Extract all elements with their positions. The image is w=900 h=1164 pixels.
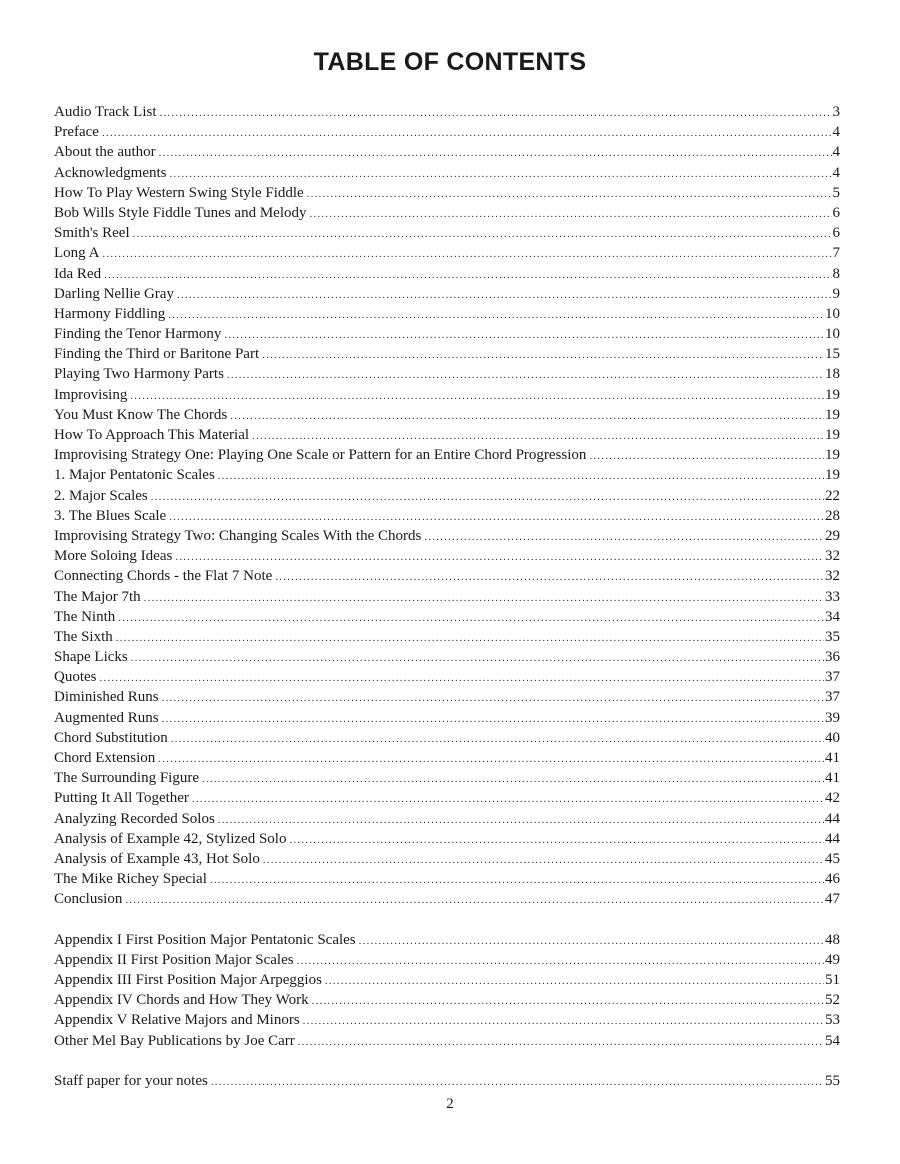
dot-leader (104, 265, 831, 285)
toc-entry-title: About the author (54, 144, 156, 161)
dot-leader (210, 870, 824, 890)
toc-entry-title: 1. Major Pentatonic Scales (54, 467, 215, 484)
dot-leader (218, 466, 824, 486)
toc-entry[interactable] (54, 465, 840, 485)
toc-entry-title: 3. The Blues Scale (54, 507, 167, 524)
toc-entry-title: Chord Extension (54, 750, 156, 766)
toc-entry-page: 19 (825, 467, 840, 484)
toc-entry[interactable] (54, 849, 840, 869)
toc-entry[interactable] (54, 1031, 840, 1051)
toc-entry-page: 40 (825, 729, 840, 746)
toc-entry[interactable] (54, 566, 840, 586)
toc-section (54, 1071, 840, 1091)
toc-entry[interactable] (54, 486, 840, 506)
dot-leader (100, 668, 825, 688)
toc-entry[interactable] (54, 264, 840, 284)
toc-entry-title: Shape Licks (54, 649, 128, 666)
dot-leader (131, 648, 824, 668)
toc-entry-page: 44 (825, 810, 840, 827)
toc-entry[interactable] (54, 990, 840, 1010)
toc-entry-title: Audio Track List (54, 104, 157, 120)
toc-entry-page: 37 (825, 689, 840, 706)
toc-entry[interactable] (54, 506, 840, 526)
toc-entry-page: 45 (825, 850, 840, 867)
toc-entry[interactable] (54, 385, 840, 405)
dot-leader (116, 628, 824, 648)
dot-leader (289, 830, 824, 850)
toc-entry-page: 55 (825, 1073, 840, 1089)
toc-entry-page: 19 (825, 427, 840, 443)
dot-leader (307, 184, 832, 204)
dot-leader (218, 810, 824, 830)
toc-entry-title: Staff paper for your notes (54, 1073, 208, 1089)
dot-leader (192, 789, 824, 809)
toc-entry-title: Diminished Runs (54, 689, 159, 706)
dot-leader (309, 204, 831, 224)
toc-entry-title: Improvising Strategy One: Playing One Scale or Pattern for an Entire Chord Progression (54, 447, 587, 464)
toc-entry[interactable] (54, 1071, 840, 1091)
toc-entry-page: 3 (832, 104, 840, 120)
dot-leader (252, 426, 824, 446)
toc-entry-title: Long A (54, 245, 100, 262)
toc-entry[interactable] (54, 809, 840, 829)
toc-entry-title: Preface (54, 124, 99, 141)
toc-entry-page: 4 (832, 124, 840, 141)
toc-entry-title: Augmented Runs (54, 709, 159, 726)
toc-entry[interactable] (54, 667, 840, 687)
dot-leader (162, 709, 824, 729)
toc-entry[interactable] (54, 304, 840, 324)
toc-entry[interactable] (54, 687, 840, 707)
toc-entry-title: The Ninth (54, 608, 116, 625)
toc-entry-page: 54 (825, 1032, 840, 1049)
toc-entry-title: The Surrounding Figure (54, 770, 199, 787)
toc-entry-title: Conclusion (54, 891, 123, 908)
dot-leader (160, 103, 832, 123)
dot-leader (211, 1072, 824, 1092)
toc-section (54, 102, 840, 910)
toc-entry-page: 53 (825, 1012, 840, 1029)
toc-entry-title: Analyzing Recorded Solos (54, 810, 215, 827)
toc-entry-title: Appendix I First Position Major Pentatonic Scales (54, 931, 356, 948)
table-of-contents (54, 102, 840, 1091)
dot-leader (151, 487, 824, 507)
dot-leader (312, 991, 824, 1011)
toc-entry[interactable] (54, 627, 840, 647)
dot-leader (144, 588, 824, 608)
toc-entry[interactable] (54, 102, 840, 122)
dot-leader (424, 527, 824, 547)
dot-leader (102, 123, 832, 143)
toc-entry-title: Finding the Tenor Harmony (54, 326, 222, 343)
toc-entry-title: Quotes (54, 669, 97, 686)
toc-entry[interactable] (54, 647, 840, 667)
toc-entry-page: 6 (832, 225, 840, 242)
toc-entry[interactable] (54, 122, 840, 142)
toc-entry-page: 32 (825, 548, 840, 565)
dot-leader (227, 365, 824, 385)
toc-entry-page: 4 (832, 144, 840, 161)
toc-entry-page: 41 (825, 770, 840, 787)
toc-entry-page: 33 (825, 588, 840, 605)
toc-entry-page: 8 (832, 265, 840, 282)
toc-entry[interactable] (54, 142, 840, 162)
toc-entry[interactable] (54, 284, 840, 304)
dot-leader (168, 305, 824, 325)
toc-entry-page: 37 (825, 669, 840, 686)
toc-entry-page: 35 (825, 628, 840, 645)
toc-entry[interactable] (54, 930, 840, 950)
toc-entry-title: How To Play Western Swing Style Fiddle (54, 184, 304, 201)
dot-leader (159, 143, 832, 163)
toc-entry-title: Putting It All Together (54, 790, 189, 807)
toc-entry-page: 32 (825, 568, 840, 585)
toc-entry-page: 15 (825, 346, 840, 363)
toc-entry-title: Ida Red (54, 265, 102, 282)
dot-leader (589, 446, 824, 466)
toc-entry[interactable] (54, 748, 840, 768)
toc-entry[interactable] (54, 344, 840, 364)
toc-entry-title: Improvising (54, 386, 128, 403)
dot-leader (325, 971, 824, 991)
dot-leader (224, 325, 824, 345)
toc-entry-page: 47 (825, 891, 840, 908)
dot-leader (303, 1011, 824, 1031)
toc-entry[interactable] (54, 950, 840, 970)
page-title: TABLE OF CONTENTS (313, 48, 587, 76)
toc-entry-page: 18 (825, 366, 840, 383)
toc-entry[interactable] (54, 708, 840, 728)
toc-entry-title: Bob Wills Style Fiddle Tunes and Melody (54, 204, 307, 221)
dot-leader (125, 890, 824, 910)
dot-leader (171, 729, 824, 749)
toc-entry-page: 36 (825, 649, 840, 666)
toc-entry[interactable] (54, 324, 840, 344)
toc-entry-page: 22 (825, 487, 840, 504)
toc-entry-title: More Soloing Ideas (54, 548, 173, 565)
toc-entry-title: Analysis of Example 43, Hot Solo (54, 850, 260, 867)
toc-entry-page: 28 (825, 507, 840, 524)
toc-entry-page: 4 (832, 164, 840, 181)
toc-entry-page: 48 (825, 931, 840, 948)
dot-leader (297, 951, 824, 971)
toc-entry[interactable] (54, 869, 840, 889)
toc-entry[interactable] (54, 788, 840, 808)
toc-entry[interactable] (54, 163, 840, 183)
toc-entry[interactable] (54, 546, 840, 566)
toc-entry-title: The Sixth (54, 628, 113, 645)
dot-leader (202, 769, 824, 789)
dot-leader (118, 608, 824, 628)
dot-leader (177, 285, 832, 305)
toc-entry[interactable] (54, 405, 840, 425)
toc-entry-title: Appendix II First Position Major Scales (54, 951, 294, 968)
toc-entry-page: 19 (825, 386, 840, 403)
toc-entry[interactable] (54, 526, 840, 546)
toc-entry-title: Darling Nellie Gray (54, 285, 174, 302)
toc-entry-page: 10 (825, 305, 840, 322)
dot-leader (162, 688, 824, 708)
toc-entry[interactable] (54, 829, 840, 849)
toc-entry-page: 46 (825, 871, 840, 888)
toc-entry-title: 2. Major Scales (54, 487, 148, 504)
toc-entry[interactable] (54, 364, 840, 384)
toc-entry-title: Chord Substitution (54, 729, 168, 746)
toc-entry-page: 52 (825, 992, 840, 1009)
toc-entry-title: Acknowledgments (54, 164, 167, 181)
dot-leader (298, 1032, 824, 1052)
toc-entry-title: Analysis of Example 42, Stylized Solo (54, 830, 287, 847)
toc-entry[interactable] (54, 1010, 840, 1030)
toc-entry[interactable] (54, 425, 840, 445)
toc-entry-title: You Must Know The Chords (54, 406, 228, 423)
dot-leader (275, 567, 824, 587)
toc-entry-page: 29 (825, 527, 840, 544)
toc-entry[interactable] (54, 607, 840, 627)
toc-entry[interactable] (54, 587, 840, 607)
toc-entry-title: Harmony Fiddling (54, 305, 166, 322)
dot-leader (263, 850, 824, 870)
toc-entry-page: 42 (825, 790, 840, 807)
toc-entry[interactable] (54, 889, 840, 909)
toc-entry[interactable] (54, 728, 840, 748)
toc-entry-page: 6 (832, 204, 840, 221)
toc-entry-page: 44 (825, 830, 840, 847)
toc-entry-title: Playing Two Harmony Parts (54, 366, 224, 383)
toc-entry-page: 41 (825, 750, 840, 766)
toc-entry-page: 34 (825, 608, 840, 625)
dot-leader (130, 386, 824, 406)
dot-leader (230, 406, 824, 426)
toc-entry[interactable] (54, 223, 840, 243)
toc-entry-page: 5 (832, 184, 840, 201)
toc-entry-title: Appendix IV Chords and How They Work (54, 992, 309, 1009)
dot-leader (133, 224, 832, 244)
toc-entry[interactable] (54, 445, 840, 465)
dot-leader (262, 345, 824, 365)
toc-entry-page: 7 (832, 245, 840, 262)
dot-leader (169, 507, 824, 527)
toc-entry-page: 49 (825, 951, 840, 968)
dot-leader (175, 547, 824, 567)
toc-entry[interactable] (54, 768, 840, 788)
toc-entry-title: The Mike Richey Special (54, 871, 207, 888)
toc-entry-title: Other Mel Bay Publications by Joe Carr (54, 1032, 295, 1049)
dot-leader (158, 749, 824, 769)
toc-entry-title: The Major 7th (54, 588, 141, 605)
dot-leader (169, 164, 831, 184)
dot-leader (102, 244, 831, 264)
toc-entry[interactable] (54, 203, 840, 223)
toc-entry-title: Smith's Reel (54, 225, 130, 242)
toc-entry-title: Improvising Strategy Two: Changing Scales With the Chords (54, 527, 422, 544)
toc-entry-page: 9 (832, 285, 840, 302)
dot-leader (359, 931, 824, 951)
toc-entry-title: Connecting Chords - the Flat 7 Note (54, 568, 273, 585)
toc-entry[interactable] (54, 243, 840, 263)
toc-section (54, 930, 840, 1051)
toc-entry-title: Finding the Third or Baritone Part (54, 346, 260, 363)
toc-entry-title: How To Approach This Material (54, 427, 250, 443)
toc-entry[interactable] (54, 183, 840, 203)
toc-entry-page: 19 (825, 406, 840, 423)
toc-entry-page: 51 (825, 972, 840, 989)
toc-entry[interactable] (54, 970, 840, 990)
toc-entry-title: Appendix III First Position Major Arpeggios (54, 972, 322, 989)
page-number: 2 (446, 1096, 454, 1112)
toc-entry-page: 10 (825, 326, 840, 343)
toc-entry-page: 39 (825, 709, 840, 726)
toc-entry-page: 19 (825, 447, 840, 464)
toc-entry-title: Appendix V Relative Majors and Minors (54, 1012, 300, 1029)
